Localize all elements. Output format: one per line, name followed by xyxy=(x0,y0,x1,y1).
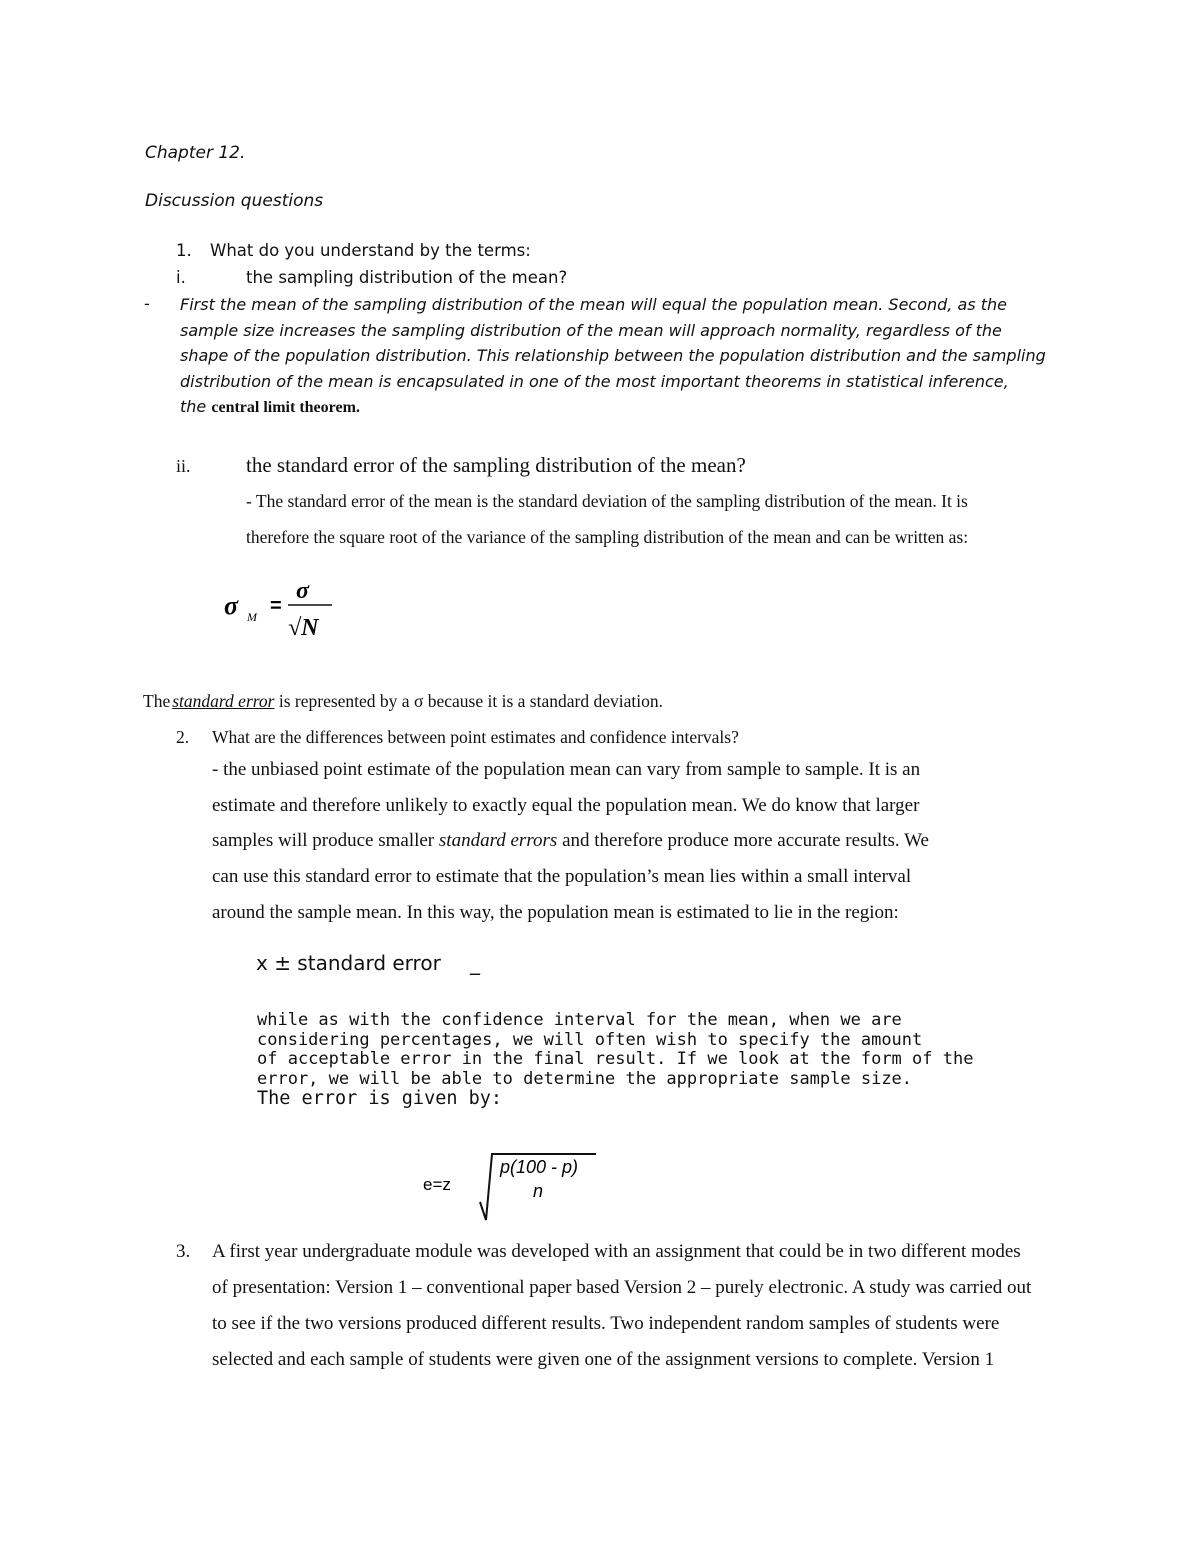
note-after: is represented by a σ because it is a standard deviation. xyxy=(278,691,663,711)
question-2-number: 2. xyxy=(176,727,190,747)
mono-line: of acceptable error in the final result. If we look at the form of the xyxy=(257,1049,974,1069)
q2-answer-line-1: - the unbiased point estimate of the population mean can vary from sample to sample. It is an xyxy=(212,759,921,780)
part-i-label: i. xyxy=(176,268,186,287)
q2-answer-line-2: estimate and therefore unlikely to exactly equal the population mean. We do know that larger xyxy=(212,795,920,816)
question-3-line-4: selected and each sample of students were given one of the assignment versions to complete. Version 1 xyxy=(212,1349,995,1370)
standard-error-term: standard error xyxy=(172,691,275,711)
answer-line-last xyxy=(180,394,1070,421)
mono-line: The error is given by: xyxy=(257,1088,503,1109)
error-formula-numerator: p(100 - p) xyxy=(500,1157,579,1177)
q2-line3-after: and therefore produce more accurate results. We xyxy=(562,830,929,851)
interval-expression: x ± standard error xyxy=(256,951,441,975)
error-formula xyxy=(420,1140,610,1230)
answer-line: shape of the population distribution. This relationship between the population distribution and the sampling xyxy=(180,346,1046,365)
part-ii-label: ii. xyxy=(176,456,191,476)
answer-line: distribution of the mean is encapsulated in one of the most important theorems in statistical inference, xyxy=(180,371,1009,391)
answer-line: First the mean of the sampling distribution of the mean will equal the population mean. Second, as the xyxy=(180,295,1007,314)
question-1-number: 1. xyxy=(176,241,192,260)
part-ii-text: the standard error of the sampling distribution of the mean? xyxy=(246,453,746,477)
q2-line3-before: samples will produce smaller xyxy=(212,830,435,851)
central-limit-theorem-term: central limit theorem. xyxy=(211,399,360,416)
mono-line: error, we will be able to determine the appropriate sample size. xyxy=(257,1068,913,1089)
question-3-number: 3. xyxy=(176,1241,191,1262)
formula-sigma-m: σ xyxy=(224,591,239,620)
xbar-mark: _ xyxy=(470,951,480,975)
question-3-line-2: of presentation: Version 1 – conventional paper based Version 2 – purely electronic. A study was carried out xyxy=(212,1277,1032,1298)
question-3-line-3: to see if the two versions produced different results. Two independent random samples of students were xyxy=(212,1313,1000,1334)
part-i-answer xyxy=(180,292,1070,421)
q2-answer-line-5: around the sample mean. In this way, the population mean is estimated to lie in the region: xyxy=(212,902,899,923)
formula-numerator-sigma: σ xyxy=(296,578,309,604)
question-1-text: What do you understand by the terms: xyxy=(210,241,531,260)
question-2 xyxy=(176,727,739,748)
q2-answer-line-3 xyxy=(212,830,1112,852)
note-before: The xyxy=(143,691,171,711)
error-formula-lhs: e=z xyxy=(423,1175,451,1194)
formula-subscript-m: M xyxy=(247,610,257,624)
error-formula-denominator: n xyxy=(533,1181,544,1201)
formula-denominator-root-n: √N xyxy=(288,615,319,641)
standard-errors-term: standard errors xyxy=(438,830,558,851)
part-ii-answer-line-2: therefore the square root of the variance of the sampling distribution of the mean and can be written as: xyxy=(246,527,969,547)
part-i-text: the sampling distribution of the mean? xyxy=(246,268,568,287)
question-3 xyxy=(176,1241,1021,1263)
chapter-title: Chapter 12. xyxy=(145,143,246,163)
question-1-part-ii xyxy=(176,453,746,478)
question-3-line-1: A first year undergraduate module was developed with an assignment that could be in two different modes xyxy=(212,1241,1021,1262)
section-title: Discussion questions xyxy=(145,191,324,211)
q2-answer-line-4: can use this standard error to estimate that the population’s mean lies within a small interval xyxy=(212,866,912,887)
error-explanation xyxy=(257,1010,974,1109)
answer-line: sample size increases the sampling distribution of the mean will approach normality, regardless of the xyxy=(180,320,1002,340)
mono-line: considering percentages, we will often wish to specify the amount xyxy=(257,1029,923,1050)
part-ii-answer-line-1: - The standard error of the mean is the standard deviation of the sampling distribution of the mean. It is xyxy=(246,491,968,511)
formula-equals: = xyxy=(270,595,282,617)
answer-last-prefix: the xyxy=(180,397,207,416)
question-1-part-i xyxy=(176,268,567,287)
standard-error-note xyxy=(143,691,663,712)
mono-line: while as with the confidence interval for the mean, when we are xyxy=(257,1010,902,1030)
question-2-text: What are the differences between point estimates and confidence intervals? xyxy=(212,727,739,747)
question-1 xyxy=(176,241,531,260)
standard-error-formula xyxy=(220,578,360,648)
bullet-dash: - xyxy=(144,294,150,313)
